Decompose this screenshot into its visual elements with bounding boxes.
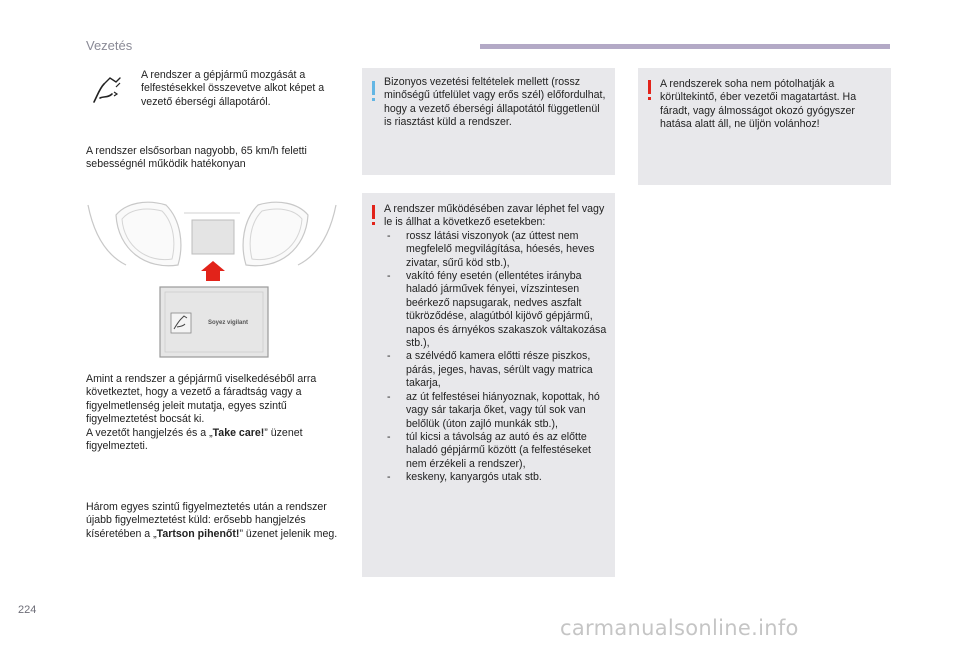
list-item: - rossz látási viszonyok (az úttest nem megfelelő megvilágítása, hóesés, heves zivatar, sűrű köd stb.), <box>387 229 595 269</box>
driver-alert-icon <box>90 74 124 108</box>
list-item: - túl kicsi a távolság az autó és az előtte haladó gépjármű között (a felfestéseket nem érzékeli a rendszer), <box>387 430 591 470</box>
list-dash: - <box>387 270 391 283</box>
list-item: - keskeny, kanyargós utak stb. <box>387 471 542 484</box>
section-title: Vezetés <box>86 38 133 53</box>
alert-paragraph-suffix: ” üzenet figyelmezteti. <box>86 426 303 453</box>
take-care-message: Take care! <box>212 426 265 439</box>
warning-marker <box>648 80 651 94</box>
watermark: carmanualsonline.info <box>560 616 799 640</box>
display-message: Soyez vigilant <box>208 320 249 326</box>
info-box-text: Bizonyos vezetési feltételek mellett (rossz minőségű útfelület vagy erős szél) előfordulhat, hogy a vezető éberségi állapotától függetlenül is riasztást küld a rendszer. <box>384 76 606 129</box>
alert-paragraph-main: Amint a rendszer a gépjármű viselkedéséből arra következtet, hogy a vezető a fáradtság vagy a figyelmetlenség jeleit mutatja, egyes szintű figyelmeztetést bocsát ki. <box>86 373 317 426</box>
rest-message: Tartson pihenőt! <box>156 527 240 540</box>
icon-intro-text: A rendszer a gépjármű mozgását a felfestésekkel összevetve alkot képet a vezető éberségi állapotáról. <box>141 69 325 108</box>
warning-marker-dot <box>372 222 375 225</box>
rest-paragraph-suffix: ” üzenet jelenik meg. <box>239 527 338 540</box>
rest-paragraph <box>86 501 338 541</box>
rest-paragraph-prefix: Három egyes szintű figyelmeztetés után a rendszer újabb figyelmeztetést küld: erősebb hangjelzés kíséretében a „ <box>86 501 327 540</box>
warning-marker-dot <box>648 97 651 100</box>
section-header-bar <box>480 44 890 49</box>
list-dash: - <box>387 471 391 484</box>
list-dash: - <box>387 430 391 443</box>
warning-conditions-intro: A rendszer működésében zavar léphet fel vagy le is állhat a következő esetekben: <box>384 203 605 229</box>
display-alert-icon <box>170 312 192 334</box>
page-number: 224 <box>18 604 37 616</box>
warning-marker <box>372 205 375 219</box>
list-item: - a szélvédő kamera előtti része piszkos, párás, jeges, havas, sérült vagy matrica takarja, <box>387 350 593 390</box>
warning-box-conditions <box>362 193 615 577</box>
warning-box-responsibility <box>638 68 891 185</box>
list-dash: - <box>387 390 391 403</box>
info-marker <box>372 81 375 95</box>
info-marker-dot <box>372 98 375 101</box>
list-item: - vakító fény esetén (ellentétes irányba haladó járművek fényei, vízszintesen beérkező napsugarak, nedves aszfalt tükröződése, alagútból kijövő gépjármű, napos és árnyékos szakaszok váltakozása stb.), <box>387 270 607 350</box>
list-dash: - <box>387 350 391 363</box>
alert-paragraph-prefix: A vezetőt hangjelzés és a „ <box>86 426 213 439</box>
list-item: - az út felfestései hiányoznak, kopottak, hó vagy sár takarja őket, vagy túl sok van belőlük (úton zajló munkák stb.), <box>387 390 600 430</box>
list-dash: - <box>387 229 391 242</box>
responsibility-text: A rendszerek soha nem pótolhatják a körültekintő, éber vezetői magatartást. Ha fáradt, vagy álmosságot okozó gyógyszer hatása alatt áll, ne üljön volánhoz! <box>660 78 857 131</box>
warning-conditions-content <box>384 203 612 485</box>
instrument-cluster-illustration <box>86 195 338 365</box>
info-box <box>362 68 615 175</box>
alert-paragraph <box>86 373 338 453</box>
speed-note: A rendszer elsősorban nagyobb, 65 km/h feletti sebességnél működik hatékonyan <box>86 145 307 171</box>
